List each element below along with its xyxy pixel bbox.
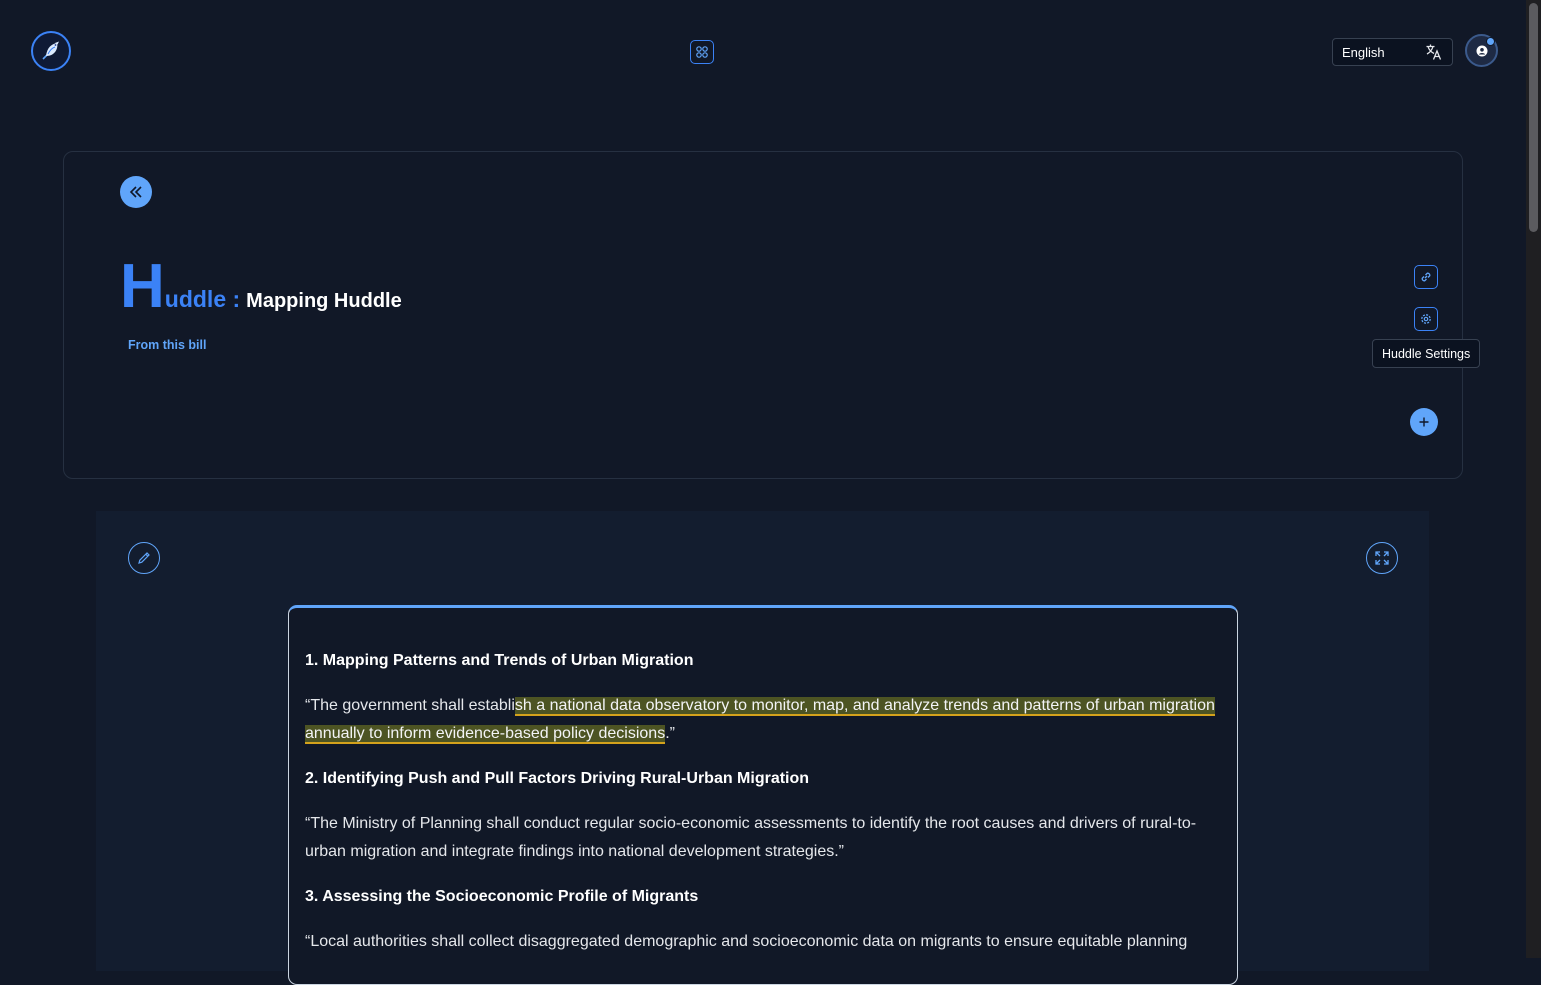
apps-menu-button[interactable] [690,40,714,64]
expand-icon [1374,550,1390,566]
translate-icon [1425,43,1443,61]
language-label: English [1342,44,1385,60]
bird-logo-icon [38,38,64,64]
expand-button[interactable] [1366,542,1398,574]
huddle-name: Mapping Huddle [246,290,402,312]
title-initial: H [120,252,165,321]
section-text: “The Ministry of Planning shall conduct regular socio-economic assessments to identify the root causes and drivers of rural-to-urban migration and integrate findings into national development strategies.” [305,815,1197,860]
title-rest: uddle : [164,286,241,312]
apps-grid-icon [695,45,709,59]
section-heading: 3. Assessing the Socioeconomic Profile of Migrants [305,888,699,905]
section-text-plain: “The government shall establi [305,697,515,714]
section-text [305,692,1221,748]
settings-tooltip: Huddle Settings [1372,339,1480,368]
section-heading: 2. Identifying Push and Pull Factors Driving Rural-Urban Migration [305,770,810,787]
section-heading: 1. Mapping Patterns and Trends of Urban Migration [305,652,694,669]
section-text-plain: .” [665,725,675,742]
plus-icon [1418,416,1430,428]
notification-dot [1486,37,1495,46]
huddle-settings-button[interactable] [1414,307,1438,331]
link-icon [1419,270,1433,284]
huddle-title [120,252,402,321]
user-icon [1476,45,1488,57]
gear-icon [1419,312,1433,326]
edit-button[interactable] [128,542,160,574]
user-avatar[interactable] [1465,34,1498,67]
highlighted-text[interactable]: sh a national data observatory to monitor, map, and analyze trends and patterns of urban migration annually to inform evidence-based policy decisions [305,697,1215,742]
from-bill-link[interactable]: From this bill [128,338,207,352]
pencil-icon [136,550,152,566]
app-logo[interactable] [31,31,71,71]
section-text: “Local authorities shall collect disaggregated demographic and socioeconomic data on migrants to ensure equitable planning [305,933,1188,950]
document-viewer[interactable] [288,605,1238,985]
scrollbar-thumb[interactable] [1529,3,1538,232]
copy-link-button[interactable] [1414,265,1438,289]
back-button[interactable] [120,176,152,208]
add-button[interactable] [1410,408,1438,436]
double-chevron-left-icon [128,184,144,200]
language-select[interactable] [1332,38,1453,66]
